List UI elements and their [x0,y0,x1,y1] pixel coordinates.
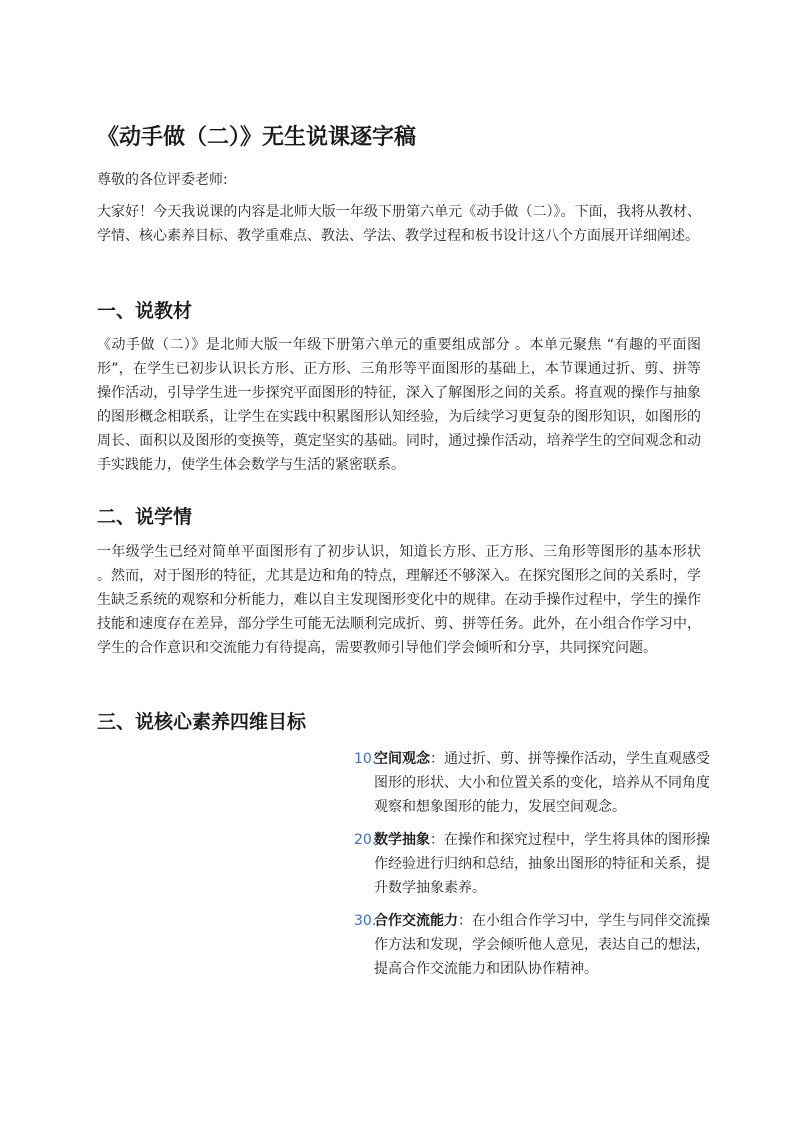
document-title: 《动手做（二）》无生说课逐字稿 [97,125,417,150]
section-heading-learners: 二、说学情 [97,506,193,528]
section-body-learners: 一年级学生已经对简单平面图形有了初步认识，知道长方形、正方形、三角形等图形的基本形状 。然而，对于图形的特征，尤其是边和角的特点，理解还不够深入。在探究图形之间的关系时，学生缺乏系统的观察和分析能力，难以自主发现图形变化中的规律。在动手操作过程中，学生的操作技能和速度存在差异，部分学生可能无法顺利完成折、剪、拼等任务。此外，在小组合作学习中，学生的合作意识和交流能力有待提高，需要教师引导他们学会倾听和分享，共同探究问题。 [97,544,701,656]
list-number: 20. [354,832,377,848]
intro-paragraph: 大家好！今天我说课的内容是北师大版一年级下册第六单元《动手做（二）》。下面，我将从教材、学情、核心素养目标、教学重难点、教法、学法、教学过程和板书设计这八个方面展开详细阐述。 [97,204,701,244]
list-number: 30. [354,913,377,929]
goal-list [354,747,710,990]
section-heading-goals: 三、说核心素养四维目标 [97,711,307,733]
goal-term: 数学抽象 [374,832,430,848]
goal-description: ：通过折、剪、拼等操作活动，学生直观感受图形的形状、大小和位置关系的变化，培养从不同角度观察和想象图形的能力，发展空间观念。 [374,751,710,815]
goal-content [374,909,710,981]
goal-description: ：在操作和探究过程中，学生将具体的图形操作经验进行归纳和总结，抽象出图形的特征和关系，提升数学抽象素养。 [374,832,710,896]
goal-content [374,828,710,900]
list-item [354,828,710,900]
goal-description: ：在小组合作学习中，学生与同伴交流操作方法和发现，学会倾听他人意见，表达自己的想法，提高合作交流能力和团队协作精神。 [374,913,710,977]
greeting-paragraph: 尊敬的各位评委老师: [97,172,228,188]
goal-term: 空间观念 [374,751,430,767]
list-item [354,909,710,981]
list-number: 10. [354,751,377,767]
list-item [354,747,710,819]
goal-content [374,747,710,819]
goal-term: 合作交流能力 [374,913,458,929]
section-body-textbook: 《动手做（二）》是北师大版一年级下册第六单元的重要组成部分 。本单元聚焦 “有趣的平面图形”，在学生已初步认识长方形、正方形、三角形等平面图形的基础上，本节课通过折、剪、拼等操作活动，引导学生进一步探究平面图形的特征，深入了解图形之间的关系。将直观的操作与抽象的图形概念相联系，让学生在实践中积累图形认知经验，为后续学习更复杂的图形知识，如图形的周长、面积以及图形的变换等，奠定坚实的基础。同时，通过操作活动，培养学生的空间观念和动手实践能力，使学生体会数学与生活的紧密联系。 [97,337,701,473]
section-heading-textbook: 一、说教材 [97,300,193,322]
